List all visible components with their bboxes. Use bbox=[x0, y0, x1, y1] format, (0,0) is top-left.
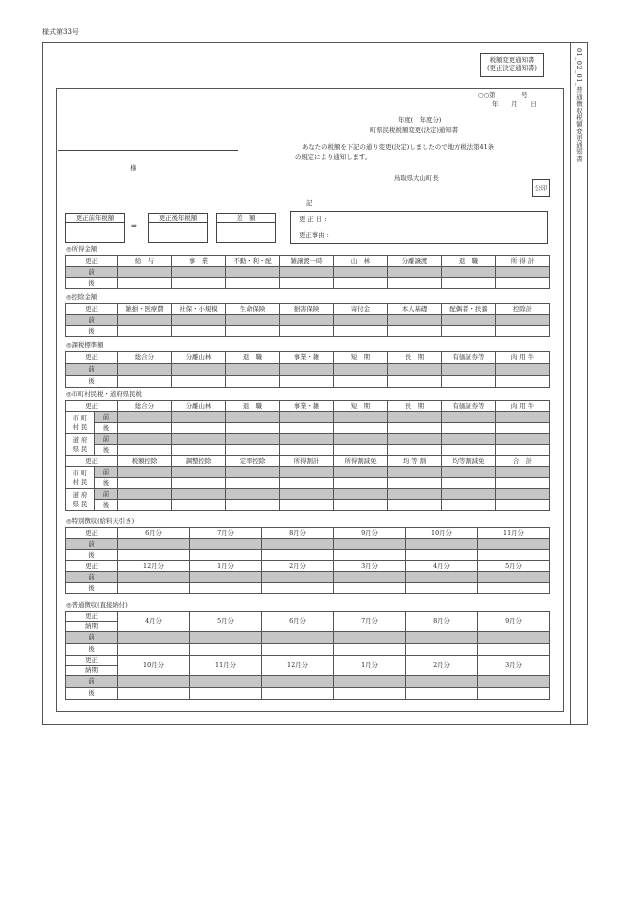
municipal-header: 所得割計 bbox=[280, 456, 334, 467]
row-label-before: 前 bbox=[66, 364, 118, 376]
taxable-kousei-label: 更正 bbox=[66, 352, 118, 364]
honorific: 様 bbox=[130, 164, 137, 172]
pref-resident-label: 道 府 県 民 bbox=[66, 434, 95, 456]
municipal-header: 調整控除 bbox=[172, 456, 226, 467]
notice-body-line2: の規定により通知します。 bbox=[295, 153, 372, 161]
taxable-header: 事業・雑 bbox=[280, 352, 334, 364]
deduction-section-title: ◎控除金額 bbox=[66, 293, 98, 301]
municipal-header: 退 職 bbox=[226, 401, 280, 412]
municipal-header: 均 等 割 bbox=[388, 456, 442, 467]
row-label-after: 後 bbox=[95, 445, 118, 456]
month-header: 2月分 bbox=[406, 656, 478, 676]
payment-period-label: 納期 bbox=[66, 666, 118, 676]
row-label-before: 前 bbox=[66, 315, 118, 326]
row-label-after: 後 bbox=[66, 583, 118, 594]
addressee-line bbox=[58, 150, 238, 151]
correction-box bbox=[290, 211, 548, 244]
municipal-header: 合 計 bbox=[496, 456, 550, 467]
row-label-before: 前 bbox=[95, 489, 118, 500]
issue-date: 年 月 日 bbox=[492, 100, 537, 108]
income-header: 退 職 bbox=[442, 256, 496, 267]
municipal-header: 定率控除 bbox=[226, 456, 280, 467]
income-section-title: ◎所得金額 bbox=[66, 245, 98, 253]
special-table bbox=[65, 527, 550, 594]
month-header: 6月分 bbox=[118, 528, 190, 539]
month-header: 7月分 bbox=[334, 612, 406, 632]
row-label-before: 前 bbox=[66, 539, 118, 550]
month-header: 10月分 bbox=[118, 656, 190, 676]
row-label-after: 後 bbox=[95, 500, 118, 511]
city-resident-label: 市 町 村 民 bbox=[66, 467, 95, 489]
month-header: 12月分 bbox=[262, 656, 334, 676]
taxable-header: 肉 用 牛 bbox=[496, 352, 550, 364]
side-label: 01_02_01_普通徴収税額変更通知書 bbox=[575, 48, 583, 163]
row-label-before: 前 bbox=[66, 267, 118, 278]
correction-date-label: 更 正 日 : bbox=[299, 215, 327, 223]
row-label-before: 前 bbox=[66, 632, 118, 644]
month-header: 4月分 bbox=[118, 612, 190, 632]
month-header: 8月分 bbox=[262, 528, 334, 539]
doc-type-line2: (更正決定通知書) bbox=[487, 64, 537, 73]
ki-label: 記 bbox=[306, 199, 313, 207]
after-amount-label: 更正後年税額 bbox=[149, 214, 207, 223]
municipal-header: 所得割減免 bbox=[334, 456, 388, 467]
issuer: 鳥取県大山町長 bbox=[394, 174, 439, 182]
month-header: 1月分 bbox=[190, 561, 262, 572]
doc-type-box bbox=[480, 53, 544, 77]
before-amount-box bbox=[65, 213, 125, 243]
row-label-after: 後 bbox=[95, 478, 118, 489]
taxable-header: 退 職 bbox=[226, 352, 280, 364]
special-kousei-label: 更正 bbox=[66, 528, 118, 539]
deduction-header: 社保・小規模 bbox=[172, 304, 226, 315]
ordinary-section-title: ◎普通徴収(直接納付) bbox=[66, 601, 128, 609]
correction-reason-label: 更正事由 : bbox=[299, 231, 329, 239]
row-label-after: 後 bbox=[66, 688, 118, 700]
income-header: 事 業 bbox=[172, 256, 226, 267]
taxable-header: 短 期 bbox=[334, 352, 388, 364]
row-label-before: 前 bbox=[95, 467, 118, 478]
deduction-table bbox=[65, 303, 550, 337]
month-header: 9月分 bbox=[334, 528, 406, 539]
income-table bbox=[65, 255, 550, 289]
month-header: 5月分 bbox=[190, 612, 262, 632]
after-amount-box bbox=[148, 213, 208, 243]
month-header: 1月分 bbox=[334, 656, 406, 676]
side-divider bbox=[570, 42, 571, 725]
month-header: 11月分 bbox=[190, 656, 262, 676]
special-kousei-label-2: 更正 bbox=[66, 561, 118, 572]
row-label-after: 後 bbox=[66, 278, 118, 289]
month-header: 10月分 bbox=[406, 528, 478, 539]
difference-label: 差 額 bbox=[217, 214, 275, 223]
row-label-before: 前 bbox=[66, 572, 118, 583]
municipal-header: 肉 用 牛 bbox=[496, 401, 550, 412]
municipal-header: 分離山林 bbox=[172, 401, 226, 412]
taxable-table bbox=[65, 351, 550, 388]
row-label-after: 後 bbox=[66, 644, 118, 656]
deduction-header: 損害保険 bbox=[280, 304, 334, 315]
month-header: 2月分 bbox=[262, 561, 334, 572]
row-label-before: 前 bbox=[95, 412, 118, 423]
income-header: 分離譲渡 bbox=[388, 256, 442, 267]
before-amount-label: 更正前年税額 bbox=[66, 214, 124, 223]
municipal-header: 短 期 bbox=[334, 401, 388, 412]
ordinary-kousei-label: 更正 bbox=[66, 612, 118, 622]
notice-body-line1: あなたの税額を下記の通り変更(決定)しましたので地方税法第41条 bbox=[302, 143, 495, 151]
month-header: 3月分 bbox=[478, 656, 550, 676]
deduction-header: 生命保険 bbox=[226, 304, 280, 315]
taxable-header: 有価証券等 bbox=[442, 352, 496, 364]
municipal-header: 事業・雑 bbox=[280, 401, 334, 412]
month-header: 12月分 bbox=[118, 561, 190, 572]
income-header: 不動・利・配 bbox=[226, 256, 280, 267]
ordinary-kousei-label-2: 更正 bbox=[66, 656, 118, 666]
municipal-kousei-label: 更正 bbox=[66, 401, 118, 412]
form-number: 様式第33号 bbox=[42, 28, 79, 36]
month-header: 6月分 bbox=[262, 612, 334, 632]
income-header: 給 与 bbox=[118, 256, 172, 267]
income-header: 山 林 bbox=[334, 256, 388, 267]
month-header: 4月分 bbox=[406, 561, 478, 572]
taxable-section-title: ◎課税標準額 bbox=[66, 341, 104, 349]
row-label-after: 後 bbox=[66, 550, 118, 561]
taxable-header: 総合分 bbox=[118, 352, 172, 364]
row-label-after: 後 bbox=[66, 376, 118, 388]
deduction-header: 雑損・医療費 bbox=[118, 304, 172, 315]
municipal-kousei-label-2: 更正 bbox=[66, 456, 118, 467]
payment-period-label: 納期 bbox=[66, 622, 118, 632]
income-header: 雑譲渡一時 bbox=[280, 256, 334, 267]
income-header: 所 得 計 bbox=[496, 256, 550, 267]
difference-box bbox=[216, 213, 276, 243]
deduction-header: 寄付金 bbox=[334, 304, 388, 315]
deduction-header: 本人基礎 bbox=[388, 304, 442, 315]
row-label-before: 前 bbox=[66, 676, 118, 688]
official-seal: 公印 bbox=[532, 179, 550, 197]
row-label-after: 後 bbox=[66, 326, 118, 337]
month-header: 5月分 bbox=[478, 561, 550, 572]
month-header: 8月分 bbox=[406, 612, 478, 632]
special-section-title: ◎特別徴収(給料天引き) bbox=[66, 517, 135, 525]
municipal-header: 長 期 bbox=[388, 401, 442, 412]
municipal-header: 有価証券等 bbox=[442, 401, 496, 412]
deduction-kousei-label: 更正 bbox=[66, 304, 118, 315]
taxable-header: 分離山林 bbox=[172, 352, 226, 364]
deduction-header: 配偶者・扶養 bbox=[442, 304, 496, 315]
city-resident-label: 市 町 村 民 bbox=[66, 412, 95, 434]
month-header: 7月分 bbox=[190, 528, 262, 539]
taxable-header: 長 期 bbox=[388, 352, 442, 364]
month-header: 9月分 bbox=[478, 612, 550, 632]
income-kousei-label: 更正 bbox=[66, 256, 118, 267]
month-header: 11月分 bbox=[478, 528, 550, 539]
row-label-before: 前 bbox=[95, 434, 118, 445]
ordinary-table bbox=[65, 611, 550, 700]
municipal-header: 均等割減免 bbox=[442, 456, 496, 467]
pref-resident-label: 道 府 県 民 bbox=[66, 489, 95, 511]
month-header: 3月分 bbox=[334, 561, 406, 572]
doc-type-line1: 税額変更通知書 bbox=[489, 56, 535, 64]
notice-title: 町県民税税額変更(決定)通知書 bbox=[370, 126, 459, 134]
document-number: ○○第 号 bbox=[478, 91, 528, 99]
municipal-header: 総合分 bbox=[118, 401, 172, 412]
municipal-section-title: ◎市町村民税・道府県民税 bbox=[66, 390, 142, 398]
municipal-table bbox=[65, 400, 550, 511]
deduction-header: 控除計 bbox=[496, 304, 550, 315]
municipal-header: 税額控除 bbox=[118, 456, 172, 467]
row-label-after: 後 bbox=[95, 423, 118, 434]
fiscal-year: 年度( 年度分) bbox=[398, 116, 442, 124]
arrow: ⇒ bbox=[131, 222, 137, 230]
